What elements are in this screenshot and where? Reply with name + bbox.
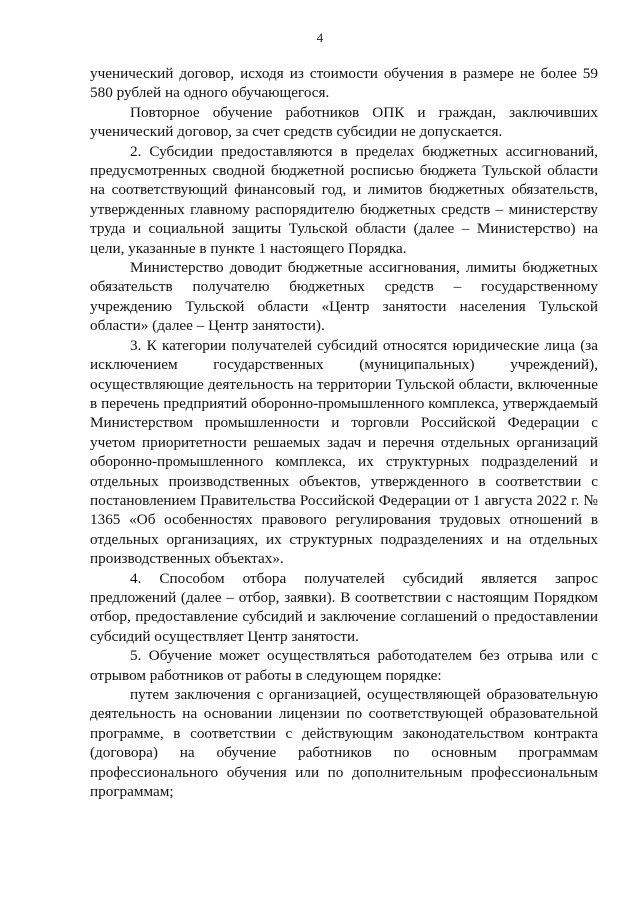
paragraph-clause-5: 5. Обучение может осуществляться работодателем без отрыва или с отрывом работников от работы в следующем порядке: (90, 647, 598, 684)
paragraph-contract-method: путем заключения с организацией, осуществляющей образовательную деятельность на основании лицензии по соответствующей образовательной программе, в соответствии с действующим законодательством контракта (договора) на обучение работников по основным программам профессионального обучения или по дополнительным профессиональным программам; (90, 686, 598, 801)
paragraph-repeat-training: Повторное обучение работников ОПК и граждан, заключивших ученический договор, за счет средств субсидии не допускается. (90, 103, 598, 141)
document-body (90, 64, 598, 801)
paragraph-clause-2: 2. Субсидии предоставляются в пределах бюджетных ассигнований, предусмотренных сводной бюджетной росписью бюджета Тульской области на соответствующий финансовый год, и лимитов бюджетных обязательств, утвержденных главному распорядителю бюджетных средств – министерству труда и социальной защиты Тульской области (далее – Министерство) на цели, указанные в пункте 1 настоящего Порядка. (90, 142, 598, 257)
paragraph-clause-3: 3. К категории получателей субсидий относятся юридические лица (за исключением государственных (муниципальных) учреждений), осуществляющие деятельность на территории Тульской области, включенные в перечень предприятий оборонно-промышленного комплекса, утверждаемый Министерством промышленности и торговли Российской Федерации с учетом приоритетности решаемых задач и перечня отдельных организаций оборонно-промышленного комплекса, их структурных подразделений и отдельных производственных объектов, утвержденного в соответствии с постановлением Правительства Российской Федерации от 1 августа 2022 г. № 1365 «Об особенностях правового регулирования трудовых отношений в отдельных организациях, их структурных подразделениях и на отдельных производственных объектах». (90, 336, 598, 568)
paragraph-ministry-allocations: Министерство доводит бюджетные ассигнования, лимиты бюджетных обязательств получателю бюджетных средств – государственному учреждению Тульской области «Центр занятости населения Тульской области» (далее – Центр занятости). (90, 259, 598, 335)
paragraph-continuation: ученический договор, исходя из стоимости обучения в размере не более 59 580 рублей на одного обучающегося. (90, 65, 598, 102)
page-number: 4 (316, 30, 324, 45)
paragraph-clause-4: 4. Способом отбора получателей субсидий является запрос предложений (далее – отбор, заявки). В соответствии с настоящим Порядком отбор, предоставление субсидий и заключение соглашений о предоставлении субсидий осуществляет Центр занятости. (90, 569, 598, 645)
